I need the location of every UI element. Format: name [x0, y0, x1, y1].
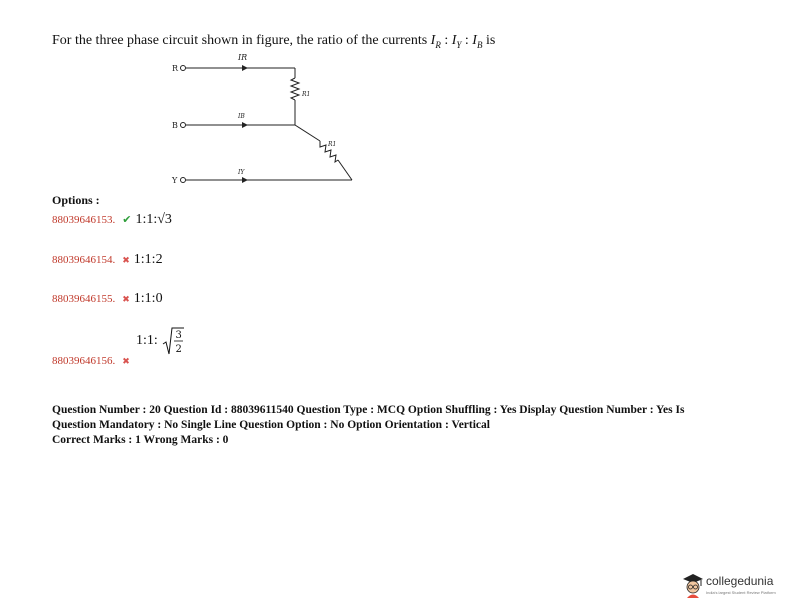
circuit-diagram	[160, 46, 360, 194]
node-y-label: Y	[172, 176, 178, 185]
sqrt-fraction	[162, 326, 184, 356]
meta-line-2: Question Mandatory : No Single Line Question Option : No Option Orientation : Vertical	[52, 419, 490, 431]
cross-icon: ✖	[122, 356, 130, 366]
arrow-iy	[242, 177, 248, 183]
cross-icon: ✖	[122, 294, 130, 304]
option-3	[52, 289, 163, 307]
node-b-label: B	[172, 121, 178, 130]
label-ir: IR	[238, 53, 248, 62]
option-id: 88039646156.	[52, 355, 116, 367]
node-r-label: R	[172, 64, 179, 73]
node-r-terminal	[181, 66, 186, 71]
question-text: For the three phase circuit shown in figure, the ratio of the currents $I_R$ : $I_Y$ : $I_B$ is	[52, 33, 496, 50]
node-y-terminal	[181, 178, 186, 183]
label-ib: IB	[238, 113, 245, 120]
option-value: 1:1:√3	[135, 212, 172, 227]
arrow-ib	[242, 122, 248, 128]
question-meta	[52, 403, 742, 448]
logo-tagline: India's largest Student Review Platform	[706, 590, 776, 595]
collegedunia-logo	[682, 570, 782, 602]
option-id: 88039646154.	[52, 254, 116, 266]
option-id: 88039646155.	[52, 293, 116, 305]
check-icon: ✔	[122, 214, 132, 226]
current-ir: $I_R$	[430, 33, 441, 50]
label-iy: IY	[238, 169, 245, 176]
fraction-denominator: 2	[175, 344, 182, 355]
meta-line-3: Correct Marks : 1 Wrong Marks : 0	[52, 434, 229, 446]
option-2	[52, 250, 163, 268]
arrow-ir	[242, 65, 248, 71]
label-resistor-1: R1	[302, 91, 311, 98]
option-1	[52, 210, 172, 228]
node-b-terminal	[181, 123, 186, 128]
current-iy: $I_Y$	[451, 33, 462, 50]
option-value: 1:1:0	[133, 291, 163, 306]
option-4	[52, 351, 130, 369]
cross-icon: ✖	[122, 255, 130, 265]
resistor-r1-top	[291, 78, 299, 100]
graduate-icon	[682, 572, 704, 598]
options-title: Options :	[52, 193, 100, 207]
label-resistor-2: R1	[328, 141, 337, 148]
meta-line-1: Question Number : 20 Question Id : 88039611540 Question Type : MCQ Option Shuffling : Yes Display Question Number : Yes Is	[52, 404, 685, 416]
logo-name: collegedunia	[706, 574, 774, 588]
current-ib: $I_B$	[472, 33, 483, 50]
fraction-numerator: 3	[175, 330, 182, 341]
option-4-value: 1:1: 3 2	[136, 326, 184, 356]
option-value: 1:1:2	[133, 252, 163, 267]
option-id: 88039646153.	[52, 214, 116, 226]
